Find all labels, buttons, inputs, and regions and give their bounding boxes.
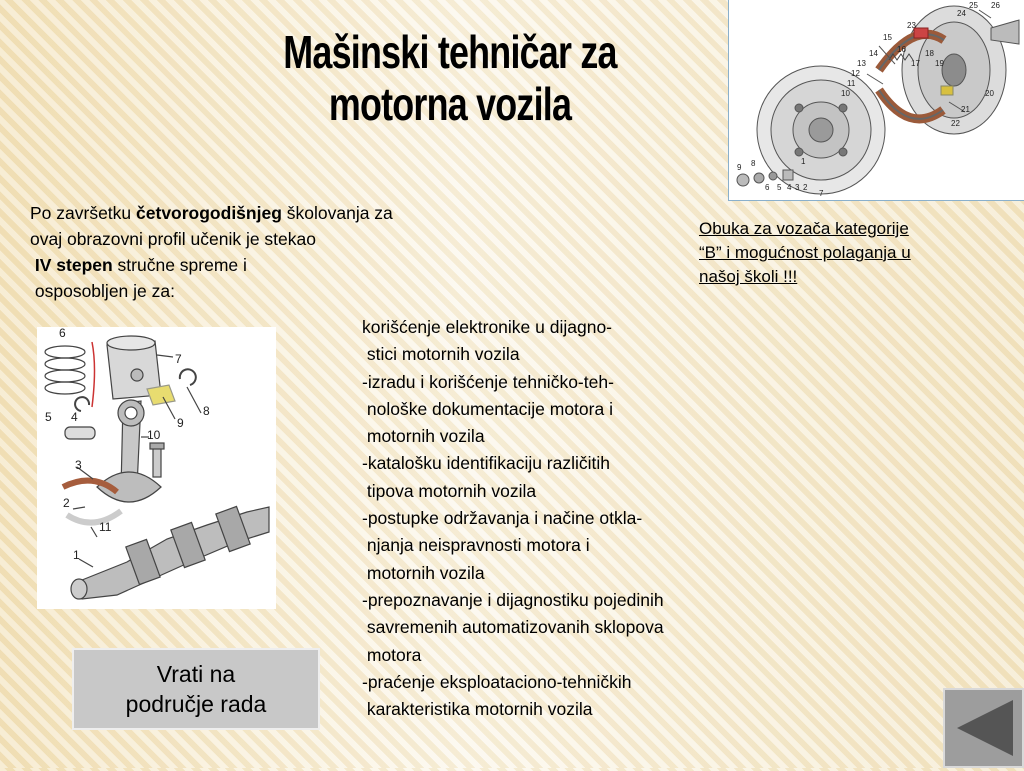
competency-line: -praćenje eksploataciono-tehničkih xyxy=(362,671,632,692)
svg-text:6: 6 xyxy=(59,327,66,340)
intro-line-3 xyxy=(30,252,520,278)
svg-text:15: 15 xyxy=(883,33,892,42)
engine-parts-diagram xyxy=(37,327,276,609)
title-line-2: motorna vozila xyxy=(328,78,572,130)
intro-bold-2: IV stepen xyxy=(34,255,113,275)
competency-line: tipova motornih vozila xyxy=(362,480,537,501)
svg-text:13: 13 xyxy=(857,59,866,68)
intro-text-4: osposobljen je za: xyxy=(34,281,175,301)
svg-text:26: 26 xyxy=(991,1,1000,10)
intro-line-2: ovaj obrazovni profil učenik je stekao xyxy=(30,229,316,249)
svg-text:8: 8 xyxy=(751,159,756,168)
competencies-list xyxy=(362,314,792,723)
svg-text:5: 5 xyxy=(777,183,782,192)
competency-line: stici motornih vozila xyxy=(362,344,520,365)
svg-text:17: 17 xyxy=(911,59,920,68)
svg-text:2: 2 xyxy=(803,183,808,192)
svg-text:16: 16 xyxy=(897,45,906,54)
competency-line: nološke dokumentacije motora i xyxy=(362,398,613,419)
svg-text:11: 11 xyxy=(847,79,856,88)
competency-line: -postupke održavanja i načine otkla- xyxy=(362,508,643,529)
back-button-label xyxy=(126,659,267,719)
intro-line-1 xyxy=(30,200,520,226)
svg-text:4: 4 xyxy=(787,183,792,192)
link-line-2: “B” i mogućnost polaganja u xyxy=(699,243,911,262)
brake-assembly-diagram xyxy=(728,0,1024,201)
svg-text:24: 24 xyxy=(957,9,966,18)
driver-training-link[interactable] xyxy=(699,217,999,289)
competency-line: -izradu i korišćenje tehničko-teh- xyxy=(362,371,614,392)
svg-text:10: 10 xyxy=(147,428,161,442)
competency-line: -katalošku identifikaciju različitih xyxy=(362,453,611,474)
svg-text:20: 20 xyxy=(985,89,994,98)
title-line-1: Mašinski tehničar za xyxy=(283,26,617,78)
svg-text:19: 19 xyxy=(935,59,944,68)
svg-text:9: 9 xyxy=(737,163,742,172)
intro-text-1: Po završetku xyxy=(30,203,137,223)
svg-text:1: 1 xyxy=(73,548,80,562)
competency-line: motora xyxy=(362,644,422,665)
back-to-area-button[interactable] xyxy=(72,648,320,730)
svg-text:21: 21 xyxy=(961,105,970,114)
svg-text:5: 5 xyxy=(45,410,52,424)
svg-text:6: 6 xyxy=(765,183,770,192)
competency-line: karakteristika motornih vozila xyxy=(362,699,593,720)
svg-text:8: 8 xyxy=(203,404,210,418)
svg-text:14: 14 xyxy=(869,49,878,58)
svg-text:4: 4 xyxy=(71,410,78,424)
brake-diagram-svg xyxy=(729,0,1024,200)
link-line-3: našoj školi !!! xyxy=(699,267,798,286)
competency-line: motornih vozila xyxy=(362,426,485,447)
back-button-line-1: Vrati na xyxy=(156,661,236,687)
svg-text:11: 11 xyxy=(99,520,112,534)
competency-line: -prepoznavanje i dijagnostiku pojedinih xyxy=(362,589,664,610)
competency-line: motornih vozila xyxy=(362,562,485,583)
svg-text:7: 7 xyxy=(175,352,182,366)
svg-text:3: 3 xyxy=(75,458,82,472)
intro-bold-1: četvorogodišnjeg xyxy=(136,203,282,223)
competency-line: njanja neispravnosti motora i xyxy=(362,535,590,556)
svg-text:25: 25 xyxy=(969,1,978,10)
svg-text:18: 18 xyxy=(925,49,934,58)
svg-text:2: 2 xyxy=(63,496,70,510)
slide-title xyxy=(239,26,660,130)
competency-line: savremenih automatizovanih sklopova xyxy=(362,617,664,638)
intro-text-3: stručne spreme i xyxy=(112,255,247,275)
intro-text xyxy=(30,200,520,304)
triangle-left-icon xyxy=(945,690,1022,766)
svg-text:22: 22 xyxy=(951,119,960,128)
intro-text-2: školovanja za xyxy=(281,203,393,223)
link-line-1: Obuka za vozača kategorije xyxy=(699,219,909,238)
engine-diagram-svg xyxy=(37,327,276,609)
back-button-line-2: područje rada xyxy=(125,691,267,717)
svg-text:12: 12 xyxy=(851,69,860,78)
competency-line: korišćenje elektronike u dijagno- xyxy=(362,317,612,337)
svg-text:3: 3 xyxy=(795,183,800,192)
svg-text:23: 23 xyxy=(907,21,916,30)
svg-text:7: 7 xyxy=(819,189,824,198)
svg-text:9: 9 xyxy=(177,416,184,430)
svg-text:10: 10 xyxy=(841,89,850,98)
previous-slide-button[interactable] xyxy=(943,688,1024,768)
svg-text:1: 1 xyxy=(801,157,806,166)
intro-line-4 xyxy=(30,278,520,304)
